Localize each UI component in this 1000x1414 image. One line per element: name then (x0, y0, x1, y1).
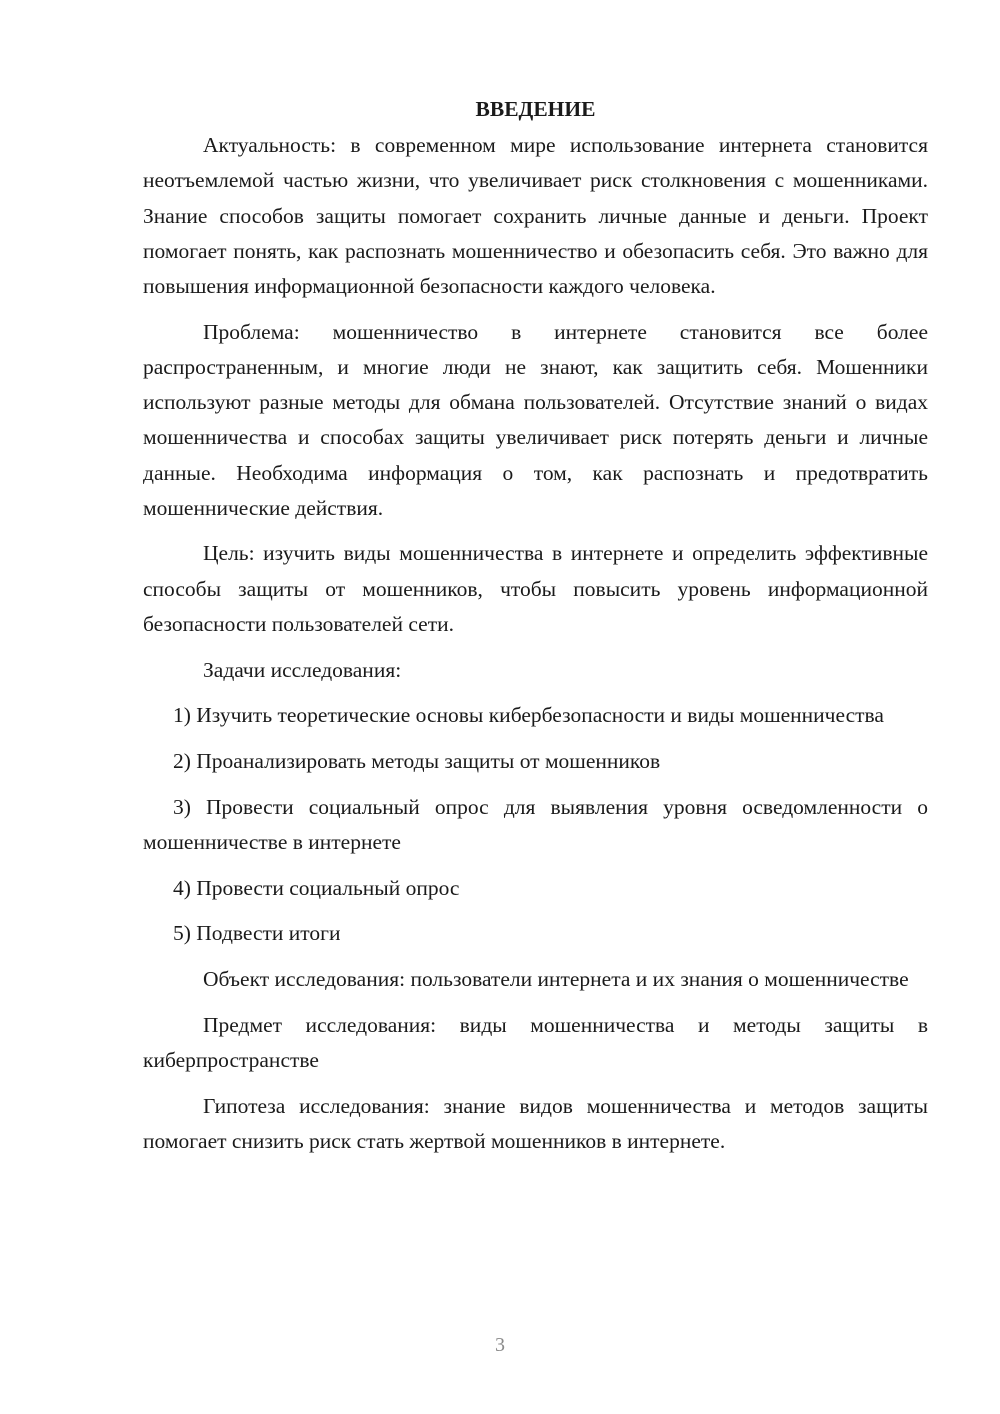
page-number: 3 (495, 1334, 505, 1356)
tasks-title: Задачи исследования: (203, 657, 402, 682)
research-object-paragraph: Объект исследования: пользователи интернета и их знания о мошенничестве (203, 966, 909, 991)
task-item-2: 2) Проанализировать методы защиты от мошенников (173, 748, 661, 773)
problem-paragraph: Проблема: мошенничество в интернете становится все более распространенным, и многие люди не знают, как защитить себя. Мошенники используют разные методы для обмана пользователей. Отсутствие знаний о видах мошенничества и способах защиты увеличивает риск потерять деньги и личные данные. Необходима информация о том, как распознать и предотвратить мошеннические действия. (143, 319, 928, 520)
task-item-3: 3) Провести социальный опрос для выявления уровня осведомленности о мошенничестве в интернете (143, 794, 928, 854)
task-item-1: 1) Изучить теоретические основы кибербезопасности и виды мошенничества (173, 703, 884, 728)
document-page (143, 92, 928, 1169)
task-item-4: 4) Провести социальный опрос (173, 875, 460, 900)
task-item-5: 5) Подвести итоги (173, 921, 341, 946)
research-hypothesis-paragraph: Гипотеза исследования: знание видов мошенничества и методов защиты помогает снизить риск стать жертвой мошенников в интернете. (143, 1093, 928, 1153)
research-subject-paragraph: Предмет исследования: виды мошенничества и методы защиты в киберпространстве (143, 1012, 928, 1072)
relevance-paragraph: Актуальность: в современном мире использование интернета становится неотъемлемой частью жизни, что увеличивает риск столкновения с мошенниками. Знание способов защиты помогает сохранить личные данные и деньги. Проект помогает понять, как распознать мошенничество и обезопасить себя. Это важно для повышения информационной безопасности каждого человека. (143, 133, 928, 299)
section-heading: ВВЕДЕНИЕ (475, 97, 596, 121)
goal-paragraph: Цель: изучить виды мошенничества в интернете и определить эффективные способы защиты от мошенников, чтобы повысить уровень информационной безопасности пользователей сети. (143, 541, 928, 636)
